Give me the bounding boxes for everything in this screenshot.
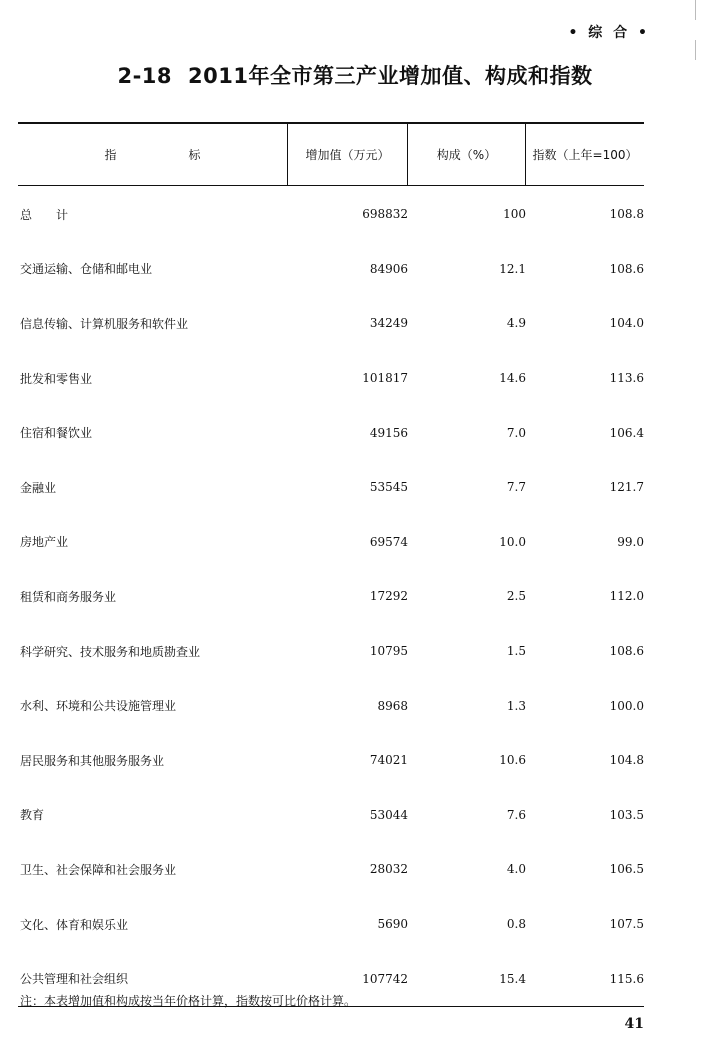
row-name: 公共管理和社会组织	[20, 972, 129, 987]
table-note: 注：本表增加值和构成按当年价格计算，指数按可比价格计算。	[20, 994, 357, 1008]
row-value-added: 107742	[362, 971, 408, 986]
row-value-added: 28032	[369, 862, 408, 877]
row-index: 113.6	[609, 371, 644, 386]
table-row	[18, 242, 644, 297]
table-row	[18, 569, 644, 624]
row-composition: 10.6	[499, 753, 526, 768]
row-index: 107.5	[609, 917, 644, 932]
table-title: 2011年全市第三产业增加值、构成和指数	[188, 64, 593, 88]
row-composition: 4.0	[506, 862, 526, 877]
row-value-added: 69574	[369, 534, 408, 549]
row-composition: 7.0	[506, 425, 526, 440]
page-number: 41	[624, 1016, 644, 1032]
row-composition: 0.8	[506, 917, 526, 932]
row-composition: 7.6	[506, 807, 526, 822]
row-index: 121.7	[609, 480, 644, 495]
row-composition: 15.4	[499, 971, 526, 986]
header-value-added: 增加值（万元）	[288, 124, 408, 185]
row-name: 总 计	[20, 207, 69, 222]
header-composition: 构成（%）	[408, 124, 526, 185]
table-row	[18, 733, 644, 788]
row-composition: 12.1	[499, 261, 526, 276]
table-row	[18, 405, 644, 460]
row-name: 卫生、社会保障和社会服务业	[20, 862, 177, 877]
table-header	[18, 124, 644, 186]
row-value-added: 101817	[362, 371, 408, 386]
table-row	[18, 460, 644, 515]
row-index: 112.0	[609, 589, 644, 604]
row-composition: 100	[503, 207, 526, 222]
edge-mark	[695, 0, 696, 20]
table-row	[18, 788, 644, 843]
table-number: 2-18	[117, 64, 173, 88]
row-index: 108.6	[609, 644, 644, 659]
row-composition: 1.3	[506, 698, 526, 713]
row-value-added: 74021	[369, 753, 408, 768]
table-row	[18, 842, 644, 897]
row-name: 交通运输、仓储和邮电业	[20, 262, 153, 277]
page-title	[0, 60, 710, 90]
row-composition: 1.5	[506, 644, 526, 659]
row-value-added: 8968	[377, 698, 408, 713]
row-index: 103.5	[609, 807, 644, 822]
row-composition: 2.5	[506, 589, 526, 604]
row-index: 104.0	[609, 316, 644, 331]
row-name: 租赁和商务服务业	[20, 589, 117, 604]
row-composition: 4.9	[506, 316, 526, 331]
table-row	[18, 351, 644, 406]
header-indicator-left: 指	[104, 148, 117, 162]
row-index: 115.6	[609, 971, 644, 986]
table-row	[18, 187, 644, 242]
header-indicator	[18, 124, 288, 185]
row-name: 住宿和餐饮业	[20, 426, 93, 441]
row-value-added: 10795	[369, 644, 408, 659]
row-name: 批发和零售业	[20, 371, 93, 386]
row-name: 水利、环境和公共设施管理业	[20, 699, 177, 714]
row-composition: 7.7	[506, 480, 526, 495]
row-index: 108.8	[609, 207, 644, 222]
row-value-added: 53044	[369, 807, 408, 822]
table-row	[18, 897, 644, 952]
row-value-added: 84906	[369, 261, 408, 276]
row-index: 106.4	[609, 425, 644, 440]
section-tag: • 综 合 •	[568, 25, 650, 41]
row-name: 居民服务和其他服务服务业	[20, 753, 165, 768]
row-index: 100.0	[609, 698, 644, 713]
row-index: 106.5	[609, 862, 644, 877]
table-row	[18, 296, 644, 351]
table-row	[18, 678, 644, 733]
row-value-added: 5690	[377, 917, 408, 932]
row-value-added: 53545	[369, 480, 408, 495]
row-name: 教育	[20, 808, 45, 823]
row-name: 房地产业	[20, 535, 69, 550]
row-composition: 10.0	[499, 534, 526, 549]
row-value-added: 49156	[369, 425, 408, 440]
header-index: 指数（上年=100）	[532, 148, 638, 162]
data-table	[18, 122, 644, 1007]
row-name: 信息传输、计算机服务和软件业	[20, 316, 189, 331]
header-indicator-right: 标	[188, 148, 201, 162]
row-value-added: 698832	[362, 207, 408, 222]
row-value-added: 34249	[369, 316, 408, 331]
row-index: 99.0	[617, 534, 644, 549]
row-value-added: 17292	[369, 589, 408, 604]
row-name: 金融业	[20, 480, 57, 495]
table-body	[18, 186, 644, 1006]
row-composition: 14.6	[499, 371, 526, 386]
row-index: 104.8	[609, 753, 644, 768]
row-name: 科学研究、技术服务和地质勘查业	[20, 644, 201, 659]
table-row	[18, 515, 644, 570]
row-index: 108.6	[609, 261, 644, 276]
edge-mark	[695, 40, 696, 60]
table-row	[18, 624, 644, 679]
row-name: 文化、体育和娱乐业	[20, 917, 129, 932]
